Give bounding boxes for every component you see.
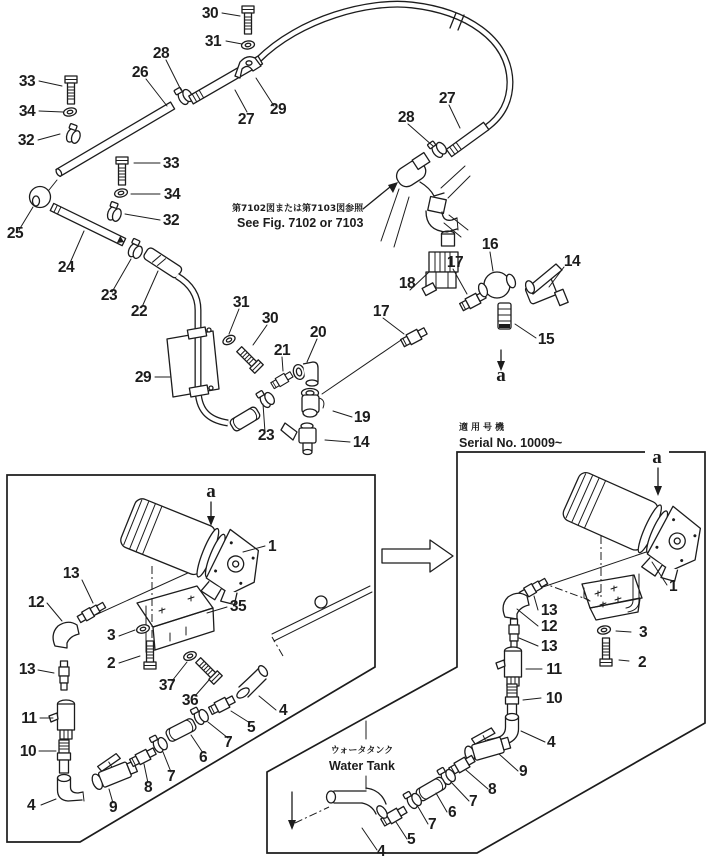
part-valve-19 [302, 389, 324, 418]
part-elbow-20 [292, 362, 318, 386]
callout-22: 22 [130, 303, 148, 320]
callout-8-right: 8 [487, 781, 497, 798]
callout-31b: 31 [232, 294, 250, 311]
part-washer-34 [63, 107, 77, 118]
callout-12-left: 12 [27, 594, 45, 611]
callout-11-left: 11 [21, 710, 37, 727]
callout-6-left: 6 [198, 749, 208, 766]
callout-7-left1: 7 [166, 768, 176, 785]
part-clamp-28t [427, 137, 449, 159]
callout-33b: 33 [162, 155, 180, 172]
callout-7-right2: 7 [427, 816, 437, 833]
part-elbow-12-left [53, 622, 79, 648]
water-tank-jp: ウォータタンク [330, 746, 394, 756]
part-tube-22 [142, 247, 183, 280]
callout-14t: 14 [563, 253, 581, 270]
callout-7-left2: 7 [223, 734, 233, 751]
callout-21: 21 [273, 342, 291, 359]
callout-26: 26 [131, 64, 149, 81]
part-pump-1-left [113, 493, 269, 611]
part-tube-27b [446, 122, 489, 156]
part-strainer-15 [498, 303, 511, 329]
part-clamp-23b [256, 387, 277, 409]
part-pump-1-right [555, 466, 709, 588]
callout-32b: 32 [162, 212, 180, 229]
part-bolt-33 [65, 76, 77, 104]
part-bracket-29 [167, 327, 219, 397]
part-valve-9-left [86, 749, 138, 791]
callout-13-left2: 13 [18, 661, 36, 678]
callout-13-right1: 13 [540, 602, 558, 619]
callout-12-right: 12 [540, 618, 558, 635]
note-see-fig-en: See Fig. 7102 or 7103 [237, 216, 364, 230]
water-tank-en: Water Tank [329, 759, 395, 773]
part-bolt-33b [116, 157, 128, 185]
part-clamp-23 [126, 238, 146, 260]
part-hose-6-left [165, 717, 198, 742]
callout-4w-right: 4 [376, 843, 386, 859]
part-bolt-36 [194, 656, 222, 684]
callout-32: 32 [17, 132, 35, 149]
callout-2-left: 2 [106, 655, 116, 672]
part-clamp-32b [105, 201, 124, 223]
callout-20: 20 [309, 324, 327, 341]
view-letter-a-left: a [206, 481, 216, 502]
part-valve-11-left [49, 700, 75, 739]
part-washer-3-right [597, 625, 611, 635]
callout-33: 33 [18, 73, 36, 90]
callout-29b: 29 [134, 369, 152, 386]
callout-5-left: 5 [246, 719, 256, 736]
callout-17u: 17 [446, 254, 464, 271]
callout-35: 35 [229, 598, 247, 615]
part-nipple-21 [270, 370, 294, 389]
view-letter-a-right: a [652, 447, 662, 468]
part-elbow-4-left [58, 775, 85, 802]
part-washer-3-left [136, 623, 151, 634]
callout-6-right: 6 [447, 804, 457, 821]
callout-13-left1: 13 [62, 565, 80, 582]
part-washer-31 [241, 40, 255, 50]
view-letter-a-top: a [496, 365, 506, 386]
part-ball-joint-25 [30, 180, 58, 208]
part-hose-end [229, 406, 261, 433]
callout-5-right: 5 [406, 831, 416, 848]
serial-label-jp: 適用号機 [459, 423, 508, 433]
part-bolt-30 [242, 6, 254, 34]
callout-3-left: 3 [106, 627, 116, 644]
callout-36: 36 [181, 692, 199, 709]
callout-7-right1: 7 [468, 793, 478, 810]
callout-13-right2: 13 [540, 638, 558, 655]
callout-15: 15 [537, 331, 555, 348]
callout-28: 28 [152, 45, 170, 62]
part-elbow-4-watertank [327, 788, 390, 820]
part-elbow-joint-assembly [381, 153, 470, 247]
callout-28t: 28 [397, 109, 415, 126]
callout-4-right: 4 [546, 734, 556, 751]
part-bolt-30b [235, 345, 263, 373]
callout-19: 19 [353, 409, 371, 426]
callout-27t: 27 [438, 90, 456, 107]
part-cock-14b [281, 423, 316, 455]
callout-30: 30 [201, 5, 219, 22]
pipe-axis-line [322, 338, 404, 394]
callout-11-right: 11 [546, 661, 562, 678]
part-nipple-5-left [208, 694, 236, 716]
callout-37: 37 [158, 677, 176, 694]
outlet-pipe-phantom-left [272, 586, 372, 656]
part-nipple-10-right [506, 684, 519, 717]
callout-31: 31 [204, 33, 222, 50]
callout-23b: 23 [257, 427, 275, 444]
serial-label-en: Serial No. 10009~ [459, 436, 563, 450]
note-see-fig-jp: 第7102図または第7103図参照 [232, 204, 364, 214]
callout-18: 18 [398, 275, 416, 292]
part-elbow-4b-left [235, 664, 269, 700]
callout-23: 23 [100, 287, 118, 304]
part-tee-16 [477, 272, 517, 298]
callout-34b: 34 [163, 186, 181, 203]
part-clamp-32 [64, 123, 83, 145]
callout-14b: 14 [352, 434, 370, 451]
part-washer-31b [221, 333, 236, 346]
callout-4b-left: 4 [278, 702, 288, 719]
callout-1-left: 1 [267, 538, 277, 555]
callout-34: 34 [18, 103, 36, 120]
transition-arrow [382, 540, 453, 572]
callout-2-right: 2 [637, 654, 647, 671]
note-see-fig [232, 182, 398, 230]
part-bolt-2-right [600, 638, 612, 666]
callout-29: 29 [269, 101, 287, 118]
see-fig-arrow [363, 187, 390, 209]
callout-1-right: 1 [668, 578, 678, 595]
callout-16: 16 [481, 236, 499, 253]
callout-10-left: 10 [19, 743, 37, 760]
left-figure-box [7, 475, 375, 842]
callout-3-right: 3 [638, 624, 648, 641]
callout-8-left: 8 [143, 779, 153, 796]
callout-9-right: 9 [518, 763, 528, 780]
part-nipple-17l [400, 326, 428, 348]
callout-10-right: 10 [545, 690, 563, 707]
part-washer-34b [114, 188, 128, 199]
part-valve-11-right [496, 647, 522, 686]
callout-9-left: 9 [108, 799, 118, 816]
callout-27: 27 [237, 111, 255, 128]
part-nipple-10-left [58, 740, 71, 773]
callout-4-left: 4 [26, 797, 36, 814]
top-piping-assembly [7, 4, 581, 454]
part-bracket-right [582, 574, 642, 620]
part-washer-37 [183, 650, 198, 662]
part-connector-13-right-2 [509, 619, 519, 648]
part-connector-13-left-2 [59, 661, 69, 690]
callout-30b: 30 [261, 310, 279, 327]
callout-25: 25 [6, 225, 24, 242]
part-nipple-8-left [129, 746, 157, 768]
right-figure-box [267, 421, 709, 859]
callout-17l: 17 [372, 303, 390, 320]
part-hose-lower [177, 276, 228, 423]
callout-24: 24 [57, 259, 75, 276]
